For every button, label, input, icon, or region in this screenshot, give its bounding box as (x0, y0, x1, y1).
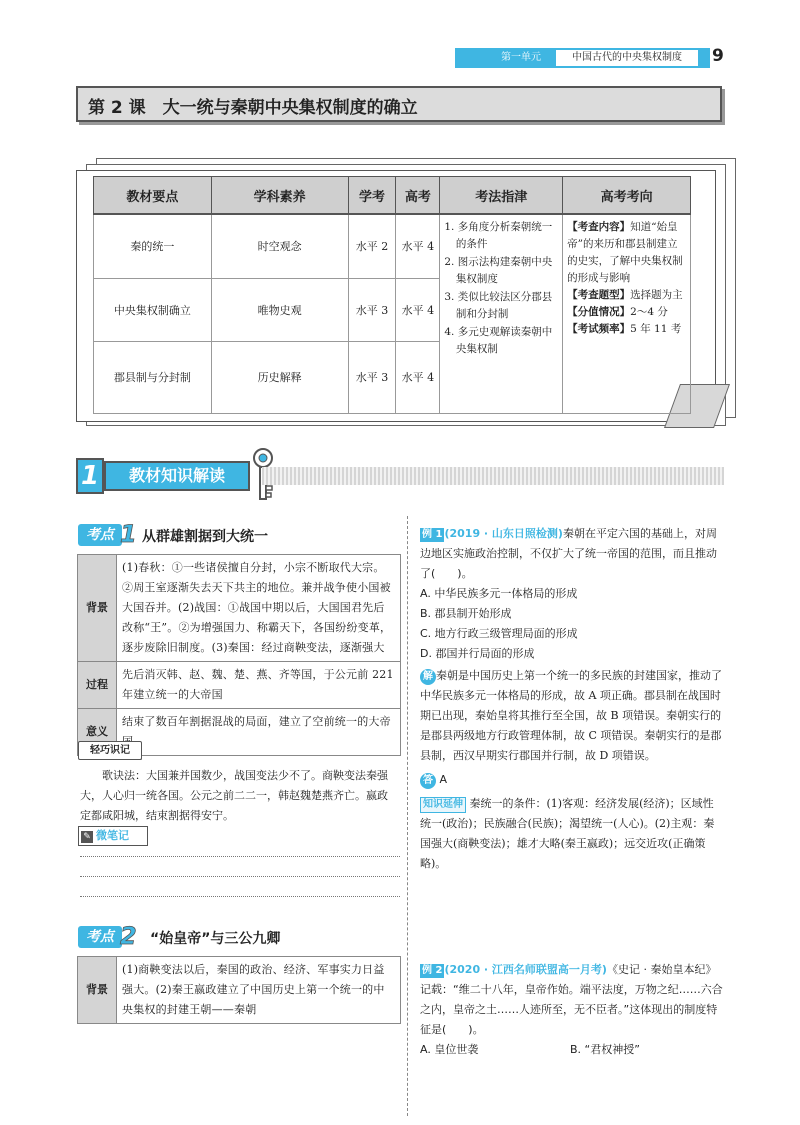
col-header: 考法指津 (440, 177, 563, 215)
extension-block (420, 794, 724, 874)
col-header: 学科素养 (211, 177, 348, 215)
col-header: 高考考向 (563, 177, 691, 215)
example-source: (2020 · 江西名师联盟高一月考) (444, 963, 607, 976)
example2-stem-block (420, 960, 724, 1040)
jie-tag: 解 (420, 669, 436, 685)
table-header-row (94, 177, 691, 215)
cell-guide (440, 214, 563, 413)
cell-literacy: 时空观念 (211, 214, 348, 278)
page-number: 9 (712, 46, 724, 66)
example-tag: 例 2 (422, 965, 443, 976)
content-label: 【考查内容】 (567, 221, 631, 233)
content-text: 知道“始皇帝”的来历和郡县制建立的史实，了解中央集权制的形成与影响 (567, 221, 683, 284)
option: B. 郡县制开始形成 (420, 607, 512, 620)
cell-point: 秦的统一 (94, 214, 212, 278)
cell-gaokao: 水平 4 (396, 341, 440, 413)
unit-label: 第一单元 (501, 52, 541, 63)
kaodian-number: 2 (120, 922, 137, 950)
cell-point: 中央集权制确立 (94, 278, 212, 341)
row-label: 意义 (78, 709, 117, 756)
cell-xuekao: 水平 3 (348, 341, 396, 413)
option: B. “君权神授” (570, 1043, 640, 1056)
freq-text: 5 年 11 考 (630, 323, 682, 335)
example-source: (2019 · 山东日照检测) (444, 527, 563, 540)
note-line (80, 876, 400, 877)
col-header: 高考 (396, 177, 440, 215)
option: D. 郡国并行局面的形成 (420, 647, 535, 660)
analysis-block (420, 666, 724, 766)
guide-item: 2. 图示法构建秦朝中央集权制度 (444, 256, 553, 285)
note-line (80, 896, 400, 897)
example-stem: 《史记 · 秦始皇本纪》记载：“维二十八年，皇帝作始。端平法度，万物之纪……六合之内，皇帝之土……人迹所至，无不臣者。”这体现出的制度特征是( )。 (420, 963, 723, 1036)
guide-item: 3. 类似比较法区分郡县制和分封制 (444, 291, 553, 320)
cell-xuekao: 水平 3 (348, 278, 396, 341)
cell-direction (563, 214, 691, 413)
answer-text: A (439, 773, 448, 786)
pencil-icon: ✎ (81, 831, 93, 843)
cell-literacy: 唯物史观 (211, 278, 348, 341)
option: C. 地方行政三级管理局面的形成 (420, 627, 578, 640)
row-text: 结束了数百年割据混战的局面，建立了空前统一的大帝 (117, 709, 401, 756)
column-divider (407, 516, 408, 1116)
type-text: 选择题为主 (630, 289, 683, 301)
kaodian2-table (77, 956, 401, 1024)
extension-tag: 知识延伸 (420, 797, 466, 813)
unit-title: 中国古代的中央集权制度 (556, 50, 698, 66)
table-row (78, 957, 401, 1024)
option: A. 皇位世袭 (420, 1043, 479, 1056)
type-label: 【考查题型】 (567, 289, 631, 301)
note-tag (78, 826, 148, 846)
row-text: 先后消灭韩、赵、魏、楚、燕、齐等国，于公元前 221 年建立统一的大帝国 (117, 662, 401, 709)
row-text: (1)春秋：①一些诸侯擅自分封，小宗不断取代大宗。②周王室逐渐失去天下共主的地位。兼并战争使小国被大国吞并。(2)战国：①战国中期以后，大国国君先后改称“王”。②为增强国力、称霸天下，各国纷纷变革，逐步废除旧制度。(3)秦国：经过商鞅变法，逐渐强大 (117, 555, 401, 662)
row-label: 背景 (78, 555, 117, 662)
da-tag: 答 (420, 773, 436, 789)
lesson-title: 第 2 课 大一统与秦朝中央集权制度的确立 (88, 98, 418, 118)
section-stripe (262, 467, 724, 485)
example-stem: 秦朝在平定六国的基础上，对周边地区实施政治控制，不仅扩大了统一帝国的范围，而且推动了( )。 (420, 527, 717, 580)
example2 (420, 960, 724, 1060)
cell-literacy: 历史解释 (211, 341, 348, 413)
options-row (420, 1040, 724, 1060)
kaodian-number: 1 (120, 520, 137, 548)
example-tag: 例 1 (422, 529, 443, 540)
row-label: 背景 (78, 957, 117, 1024)
answer-block (420, 770, 724, 790)
example1-stem-block (420, 524, 724, 584)
col-header: 学考 (348, 177, 396, 215)
kaodian-title: 从群雄割据到大统一 (142, 529, 268, 545)
kaodian-title: “始皇帝”与三公九卿 (150, 931, 281, 947)
table-row (78, 555, 401, 662)
mnemonic-text: 歌诀法：大国兼并国数少，战国变法少不了。商鞅变法秦强大，人心归一统各国。公元之前二二一，韩赵魏楚燕齐亡。嬴政定都咸阳城，结束割据得安宁。 (80, 769, 388, 822)
score-label: 【分值情况】 (567, 306, 631, 318)
guide-item: 4. 多元史观解读秦朝中央集权制 (444, 326, 553, 355)
kaodian-badge: 考点 (78, 926, 122, 948)
section-title: 教材知识解读 (104, 461, 250, 491)
table-row (78, 662, 401, 709)
extension-text: 秦统一的条件：(1)客观：经济发展(经济)；区域性统一(政治)；民族融合(民族)；渴望统一(人心)。(2)主观：秦国强大(商鞅变法)；雄才大略(秦王嬴政)；远交近攻(正确策略)。 (420, 797, 715, 870)
score-text: 2～4 分 (630, 306, 668, 318)
cell-xuekao: 水平 2 (348, 214, 396, 278)
col-header: 教材要点 (94, 177, 212, 215)
qiaoji-tag: 轻巧识记 (78, 741, 142, 760)
cell-gaokao: 水平 4 (396, 278, 440, 341)
kaodian1-table (77, 554, 401, 756)
cell-point: 郡县制与分封制 (94, 341, 212, 413)
note-line (80, 856, 400, 857)
analysis-text: 秦朝是中国历史上第一个统一的多民族的封建国家，推动了中华民族多元一体格局的形成，故 A 项正确。郡县制在战国时期已出现，秦始皇将其推行至全国，故 B 项错误。秦朝实行的是郡县两级地方行政管理体制，故 C 项错误。秦朝实行的是郡县制，西汉早期实行郡国并行制，故 D 项错误。 (420, 669, 722, 762)
cell-gaokao: 水平 4 (396, 214, 440, 278)
option: A. 中华民族多元一体格局的形成 (420, 587, 578, 600)
guide-item: 1. 多角度分析秦朝统一的条件 (444, 221, 553, 250)
freq-label: 【考试频率】 (567, 323, 631, 335)
section-number-badge: 1 (76, 458, 104, 494)
standards-table (93, 176, 691, 414)
example1 (420, 524, 724, 874)
kaodian-badge: 考点 (78, 524, 122, 546)
table-row (94, 214, 691, 278)
row-label: 过程 (78, 662, 117, 709)
row-text: (1)商鞅变法以后，秦国的政治、经济、军事实力日益强大。(2)秦王嬴政建立了中国历史上第一个统一的中央集权的封建王朝——秦朝 (117, 957, 401, 1024)
note-tag-label: 微笔记 (96, 829, 129, 842)
